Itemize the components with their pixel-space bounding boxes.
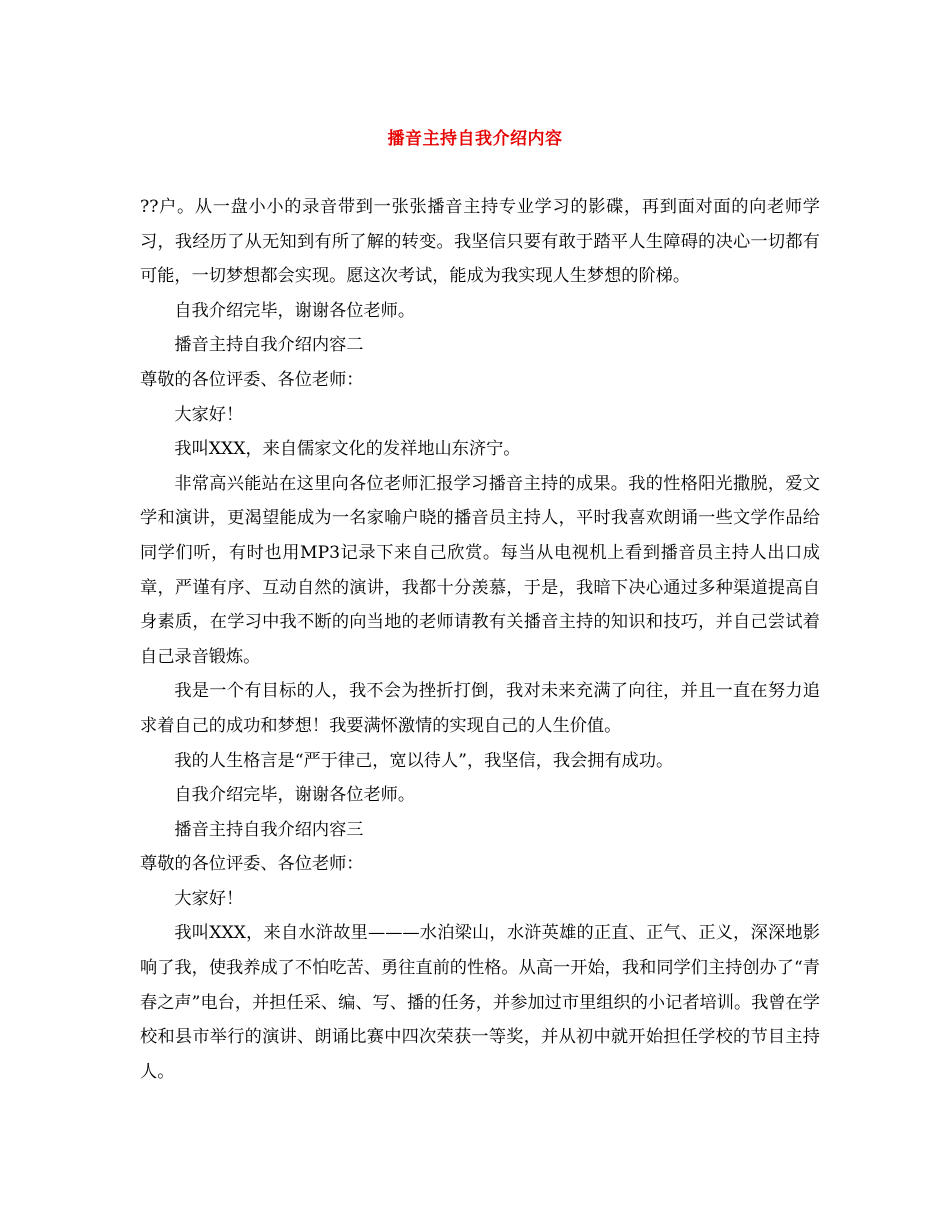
paragraph: 我叫XXX，来自水浒故里———水泊梁山，水浒英雄的正直、正气、正义，深深地影响了我，使我养成了不怕吃苦、勇往直前的性格。从高一开始，我和同学们主持创办了“青春之声”电台，并担任采、编、写、播的任务，并参加过市里组织的小记者培训。我曾在学校和县市举行的演讲、朗诵比赛中四次荣获一等奖，并从初中就开始担任学校的节目主持人。 <box>140 923 820 1082</box>
document-title: 播音主持自我介绍内容 <box>387 129 563 149</box>
paragraph: 我的人生格言是“严于律己，宽以待人”，我坚信，我会拥有成功。 <box>174 750 674 771</box>
paragraph: 非常高兴能站在这里向各位老师汇报学习播音主持的成果。我的性格阳光撒脱，爱文学和演讲，更渴望能成为一名家喻户晓的播音员主持人，平时我喜欢朗诵一些文学作品给同学们听，有时也用MP3记录下来自己欣赏。每当从电视机上看到播音员主持人出口成章，严谨有序、互动自然的演讲，我都十分羡慕，于是，我暗下决心通过多种渠道提高自身素质，在学习中我不断的向当地的老师请教有关播音主持的知识和技巧，并自己尝试着自己录音锻炼。 <box>140 473 820 667</box>
document-body <box>140 190 820 1089</box>
paragraph: 我是一个有目标的人，我不会为挫折打倒，我对未来充满了向往，并且一直在努力追求着自己的成功和梦想！我要满怀激情的实现自己的人生价值。 <box>140 681 820 736</box>
paragraph: 我叫XXX，来自儒家文化的发祥地山东济宁。 <box>174 439 521 460</box>
paragraph: ??户。从一盘小小的录音带到一张张播音主持专业学习的影碟，再到面对面的向老师学习，我经历了从无知到有所了解的转变。我坚信只要有敢于踏平人生障碍的决心一切都有可能，一切梦想都会实现。愿这次考试，能成为我实现人生梦想的阶梯。 <box>140 197 820 287</box>
section-heading: 播音主持自我介绍内容三 <box>174 819 364 840</box>
paragraph: 自我介绍完毕，谢谢各位老师。 <box>174 785 416 806</box>
salutation: 尊敬的各位评委、各位老师： <box>140 854 364 875</box>
salutation: 尊敬的各位评委、各位老师： <box>140 369 364 390</box>
paragraph: 自我介绍完毕，谢谢各位老师。 <box>174 300 416 321</box>
greeting: 大家好！ <box>174 888 244 909</box>
section-heading: 播音主持自我介绍内容二 <box>174 335 364 356</box>
greeting: 大家好！ <box>174 404 244 425</box>
